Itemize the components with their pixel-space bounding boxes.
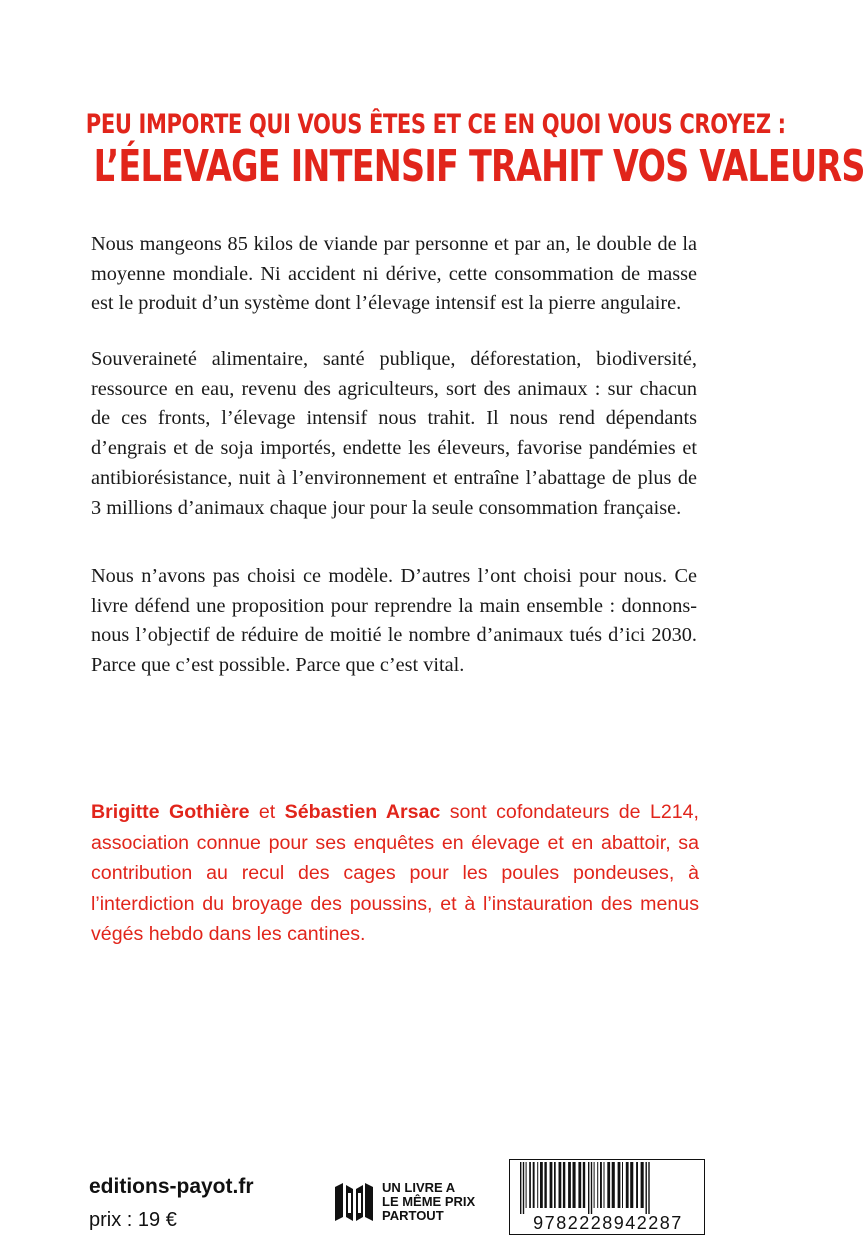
logo-line: PARTOUT: [382, 1208, 444, 1223]
isbn-barcode: [509, 1159, 705, 1235]
body-paragraph-3: Nous n’avons pas choisi ce modèle. D’autres l’ont choisi pour nous. Ce livre défend une proposition pour reprendre la main ensemble : donnons-nous l’objectif de réduire de moitié le nombre d’animaux tués d’ici 2030. Parce que c’est possible. Parce que c’est vital.: [91, 565, 697, 677]
body-paragraph-2: Souveraineté alimentaire, santé publique, déforestation, biodiversité, ressource en eau, revenu des agriculteurs, sort des animaux : sur chacun de ces fronts, l’élevage intensif nous trahit. Il nous rend dépendants d’engrais et de soja importés, endette les éleveurs, favorise pandémies et antibiorésistance, nuit à l’environnement et entraîne l’abattage de plus de 3 millions d’animaux chaque jour pour la seule consommation française.: [91, 348, 697, 519]
headline-line-2: L’ÉLEVAGE INTENSIF TRAHIT VOS VALEURS: [93, 141, 865, 192]
barcode-bars: [518, 1162, 698, 1214]
headline-line-1: PEU IMPORTE QUI VOUS ÊTES ET CE EN QUOI VOUS CROYEZ :: [85, 109, 786, 140]
author-name-2: Sébastien Arsac: [284, 801, 441, 823]
author-bio-text: sont cofondateurs de L214, association connue pour ses enquêtes en élevage et en abattoir, sa contribution au recul des cages pour les poules pondeuses, à l’interdiction du broyage des poussins, et à l’instauration des menus végés hebdo dans les cantines.: [91, 801, 699, 946]
author-bio: [91, 797, 699, 950]
same-price-logo-text: [382, 1181, 475, 1223]
author-name-1: Brigitte Gothière: [91, 801, 250, 823]
author-conjunction: et: [249, 801, 285, 823]
price-label: prix : 19 €: [89, 1209, 177, 1231]
body-paragraph-1: Nous mangeons 85 kilos de viande par personne et par an, le double de la moyenne mondiale. Ni accident ni dérive, cette consommation de masse est le produit d’un système dont l’élevage intensif est la pierre angulaire.: [91, 233, 697, 315]
logo-line: UN LIVRE A: [382, 1180, 456, 1195]
publisher-website: editions-payot.fr: [89, 1175, 254, 1198]
isbn-number: 9782228942287: [533, 1213, 683, 1233]
logo-line: LE MÊME PRIX: [382, 1194, 476, 1209]
open-book-icon: [331, 1179, 377, 1225]
